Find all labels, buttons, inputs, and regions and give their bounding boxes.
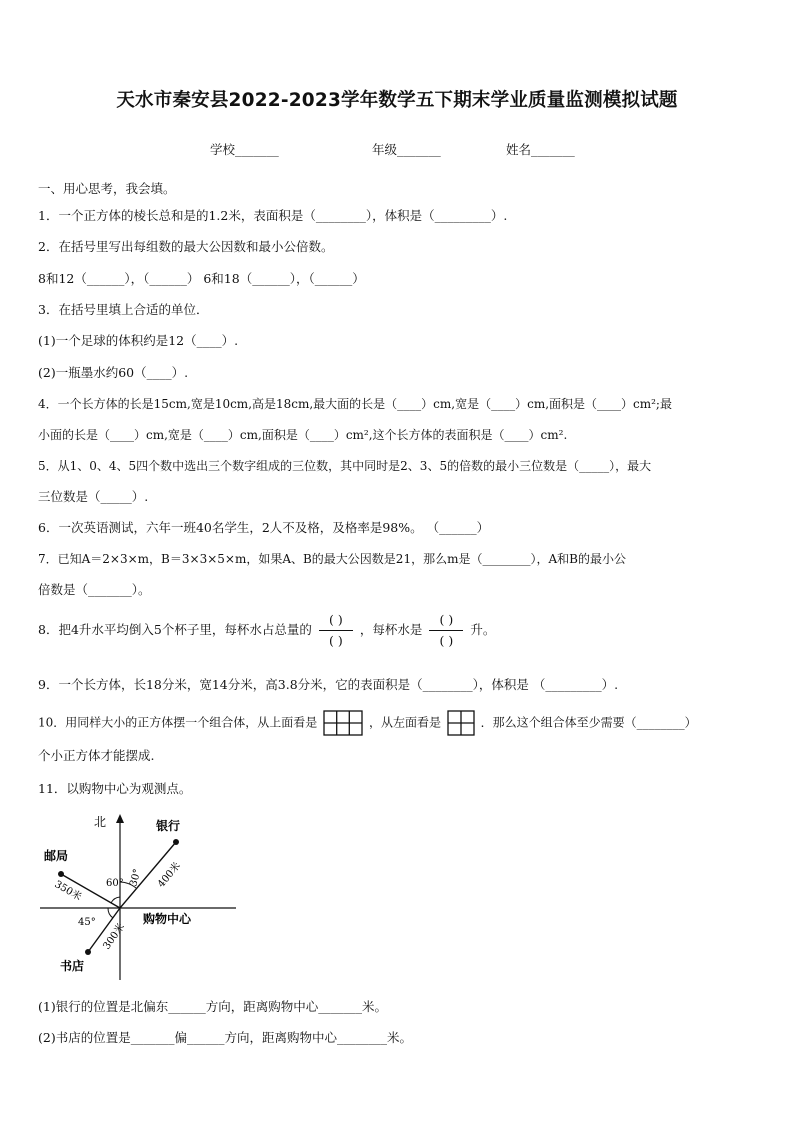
- question-10: [38, 710, 697, 736]
- name-field[interactable]: 姓名_______: [506, 142, 575, 157]
- fraction-blank-1[interactable]: [319, 612, 353, 649]
- question-10-mid: ，从左面看是: [368, 715, 441, 730]
- question-2: 2．在括号里写出每组数的最大公因数和最小公倍数。: [38, 239, 334, 254]
- question-5-line1: 5．从1、0、4、5四个数中选出三个数字组成的三位数，其中同时是2、3、5的倍数的最小三位数是（_____），最大: [38, 459, 652, 473]
- question-4-line1: 4．一个长方体的长是15cm,宽是10cm,高是18cm,最大面的长是（____）cm,宽是（____）cm,面积是（____）cm²;最: [38, 397, 672, 411]
- question-7-line2: 倍数是（_______）。: [38, 582, 151, 597]
- question-8: [38, 612, 495, 649]
- angle-arc-45: [108, 908, 113, 918]
- post-office-point: [58, 871, 64, 877]
- question-10-pre: 10．用同样大小的正方体摆一个组合体，从上面看是: [38, 715, 318, 730]
- question-2-items: 8和12（______），（______） 6和18（______），（______）: [38, 271, 365, 286]
- distance-350-label: 350米: [52, 879, 84, 904]
- school-field[interactable]: 学校_______: [210, 142, 279, 157]
- question-6: 6．一次英语测试，六年一班40名学生，2人不及格，及格率是98%。 （______）: [38, 520, 490, 535]
- bookstore-label: 书店: [60, 959, 85, 973]
- top-view-grid-icon: [323, 710, 363, 736]
- question-5-line2: 三位数是（_____）.: [38, 489, 149, 504]
- question-9: 9．一个长方体，长18分米，宽14分米，高3.8分米，它的表面积是（________），体积是 （_________）.: [38, 677, 619, 692]
- question-3-2: (2)一瓶墨水约60（____）.: [38, 365, 189, 380]
- question-8-pre: 8．把4升水平均倒入5个杯子里，每杯水占总量的: [38, 622, 312, 637]
- left-view-grid-icon: [447, 710, 475, 736]
- north-arrow-icon: [116, 814, 124, 823]
- bookstore-point: [85, 949, 91, 955]
- grade-field[interactable]: 年级_______: [372, 142, 441, 157]
- page-title: 天水市秦安县2022-2023学年数学五下期末学业质量监测模拟试题: [116, 90, 678, 111]
- fraction-numerator: ( ): [439, 612, 454, 627]
- question-3-1: (1)一个足球的体积约是12（____）.: [38, 333, 239, 348]
- fraction-bar: [319, 630, 353, 631]
- question-8-post: 升。: [470, 622, 496, 637]
- fraction-blank-2[interactable]: [429, 612, 463, 649]
- question-8-mid: ，每杯水是: [359, 622, 423, 637]
- angle-30-label: 30°: [128, 867, 144, 888]
- question-10-line2: 个小正方体才能摆成.: [38, 748, 155, 763]
- angle-60-label: 60°: [106, 878, 124, 889]
- question-7-line1: 7．已知A＝2×3×m，B＝3×3×5×m，如果A、B的最大公因数是21，那么m是（________），A和B的最小公: [38, 552, 626, 566]
- question-4-line2: 小面的长是（____）cm,宽是（____）cm,面积是（____）cm²,这个长方体的表面积是（____）cm².: [38, 428, 568, 442]
- question-11: 11．以购物中心为观测点。: [38, 781, 192, 796]
- question-10-post: ．那么这个组合体至少需要（________）: [480, 715, 697, 730]
- fraction-denominator: ( ): [328, 633, 343, 648]
- section-heading: 一、用心思考，我会填。: [38, 181, 176, 196]
- north-label: 北: [94, 815, 107, 829]
- center-label: 购物中心: [143, 912, 192, 926]
- bank-label: 银行: [156, 819, 181, 833]
- question-3: 3．在括号里填上合适的单位．: [38, 302, 209, 317]
- question-11-2: (2)书店的位置是_______偏______方向，距离购物中心________米。: [38, 1030, 412, 1045]
- distance-300-label: 300米: [101, 921, 128, 952]
- fraction-numerator: ( ): [328, 612, 343, 627]
- question-11-1: (1)银行的位置是北偏东______方向，距离购物中心_______米。: [38, 999, 387, 1014]
- distance-400-label: 400米: [155, 860, 183, 890]
- fraction-bar: [429, 630, 463, 631]
- angle-45-label: 45°: [78, 917, 96, 928]
- angle-arc-60: [111, 897, 120, 903]
- question-1: 1．一个正方体的棱长总和是的1.2米，表面积是（________），体积是（_________）.: [38, 208, 508, 223]
- post-office-label: 邮局: [44, 849, 69, 863]
- bank-point: [173, 839, 179, 845]
- fraction-denominator: ( ): [439, 633, 454, 648]
- direction-diagram: [38, 812, 248, 987]
